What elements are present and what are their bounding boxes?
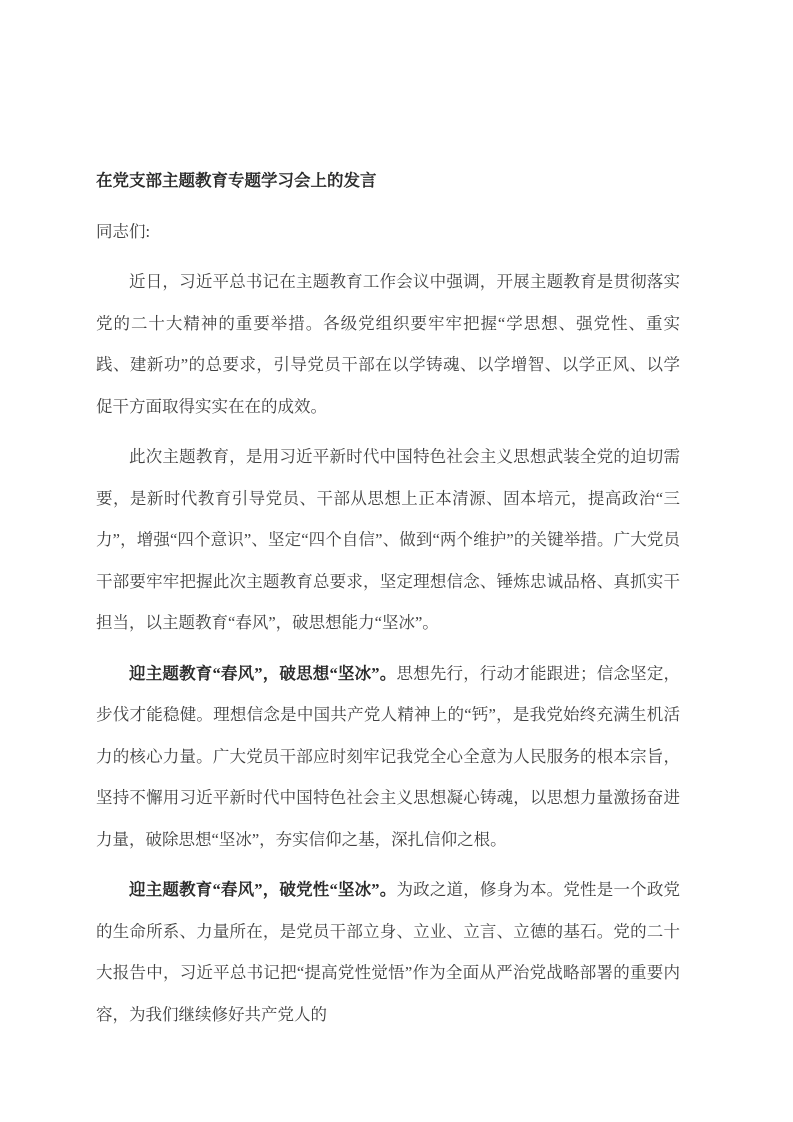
paragraph-3-lead: 迎主题教育“春风”，破思想“坚冰”。 [129,663,397,683]
salutation: 同志们: [96,221,151,241]
paragraph-2-text: 此次主题教育，是用习近平新时代中国特色社会主义思想武装全党的迫切需要，是新时代教育引导党员、干部从思想上正本清源、固本培元，提高政治“三力”，增强“四个意识”、坚定“四个自信”、做到“两个维护”的关键举措。广大党员干部要牢牢把握此次主题教育总要求，坚定理想信念、锤炼忠诚品格、真抓实干担当，以主题教育“春风”，破思想能力“坚冰”。 [96,447,680,632]
paragraph-3 [96,653,680,861]
paragraph-1 [96,261,680,427]
paragraph-2 [96,436,680,644]
paragraph-1-text: 近日，习近平总书记在主题教育工作会议中强调，开展主题教育是贯彻落实党的二十大精神的重要举措。各级党组织要牢牢把握“学思想、强党性、重实践、建新功”的总要求，引导党员干部在以学铸魂、以学增智、以学正风、以学促干方面取得实实在在的成效。 [96,272,680,416]
paragraph-4-text: 为政之道，修身为本。党性是一个政党的生命所系、力量所在，是党员干部立身、立业、立言、立德的基石。党的二十大报告中，习近平总书记把“提高党性觉悟”作为全面从严治党战略部署的重要内容，为我们继续修好共产党人的 [96,880,681,1024]
paragraph-4-lead: 迎主题教育“春风”，破党性“坚冰”。 [129,880,397,899]
paragraph-4 [96,869,680,1035]
document-title: 在党支部主题教育专题学习会上的发言 [96,171,377,190]
paragraph-3-text: 思想先行，行动才能跟进；信念坚定，步伐才能稳健。理想信念是中国共产党人精神上的“钙”，是我党始终充满生机活力的核心力量。广大党员干部应时刻牢记我党全心全意为人民服务的根本宗旨，坚持不懈用习近平新时代中国特色社会主义思想凝心铸魂，以思想力量激扬奋进力量，破除思想“坚冰”，夯实信仰之基，深扎信仰之根。 [96,663,681,849]
